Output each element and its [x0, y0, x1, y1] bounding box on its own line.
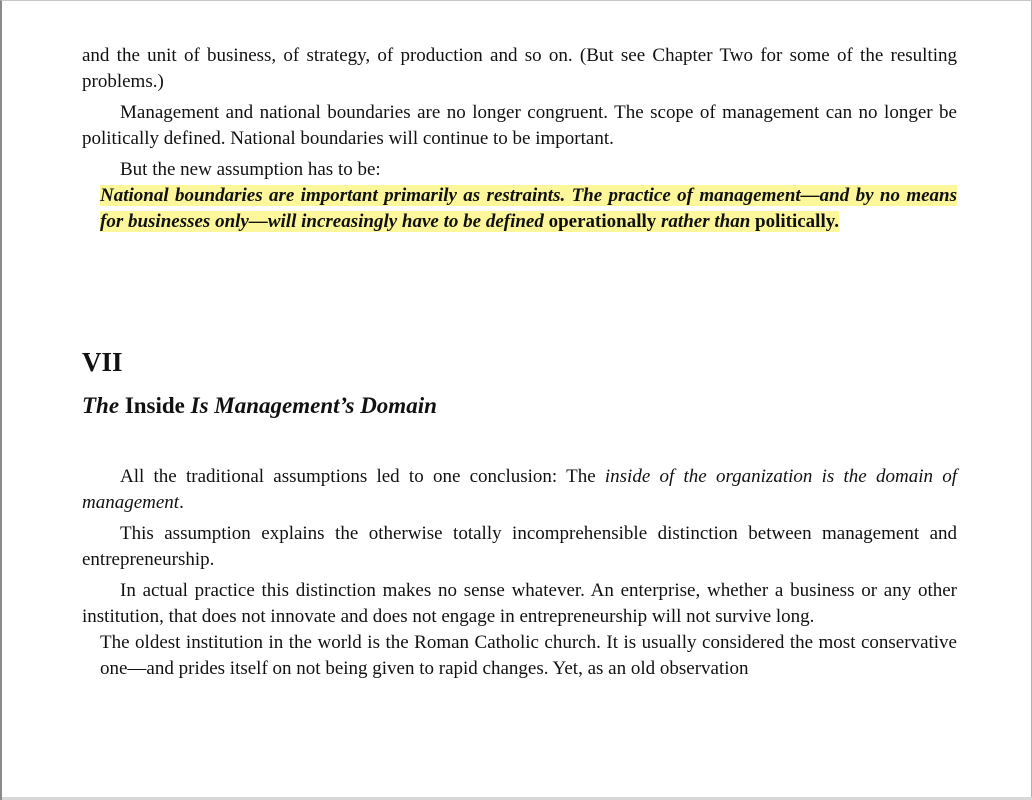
- paragraph-text-end: .: [179, 492, 184, 513]
- section-title: [82, 391, 957, 421]
- callout-politically: politically.: [750, 211, 839, 232]
- callout-italic-text: National boundaries are important primarily as restraints. The practice of management—and by no means for businesses only—will increasingly have to be defined: [100, 185, 957, 232]
- paragraph-traditional-assumptions: [82, 464, 957, 516]
- section-title-domain: Is Management’s Domain: [190, 393, 437, 418]
- paragraph-text: All the traditional assumptions led to one conclusion: The: [120, 466, 605, 487]
- section-title-inside: Inside: [119, 393, 191, 418]
- highlighted-assumption: [100, 183, 957, 235]
- callout-rather-than: rather than: [661, 211, 751, 232]
- paragraph-distinction: This assumption explains the otherwise totally incomprehensible distinction between management and entrepreneurship.: [82, 523, 957, 570]
- page-content: [82, 43, 957, 682]
- section-title-the: The: [82, 393, 120, 418]
- callout-operationally: operationally: [543, 211, 662, 232]
- paragraph-catholic-church: The oldest institution in the world is the Roman Catholic church. It is usually considered the most conservative one—and prides itself on not being given to rapid changes. Yet, as an old observation: [100, 632, 957, 679]
- paragraph-boundaries: Management and national boundaries are no longer congruent. The scope of management can no longer be politically defined. National boundaries will continue to be important.: [82, 102, 957, 149]
- paragraph-new-assumption: But the new assumption has to be:: [120, 159, 381, 180]
- paragraph-continuation: and the unit of business, of strategy, of production and so on. (But see Chapter Two for some of the resulting problems.): [82, 45, 957, 92]
- paragraph-actual-practice: In actual practice this distinction makes no sense whatever. An enterprise, whether a business or any other institution, that does not innovate and does not engage in entrepreneurship will not survive long.: [82, 580, 957, 627]
- section-number: VII: [82, 347, 123, 377]
- paragraph-emphasis: inside of the organization is the domain of management: [82, 466, 957, 513]
